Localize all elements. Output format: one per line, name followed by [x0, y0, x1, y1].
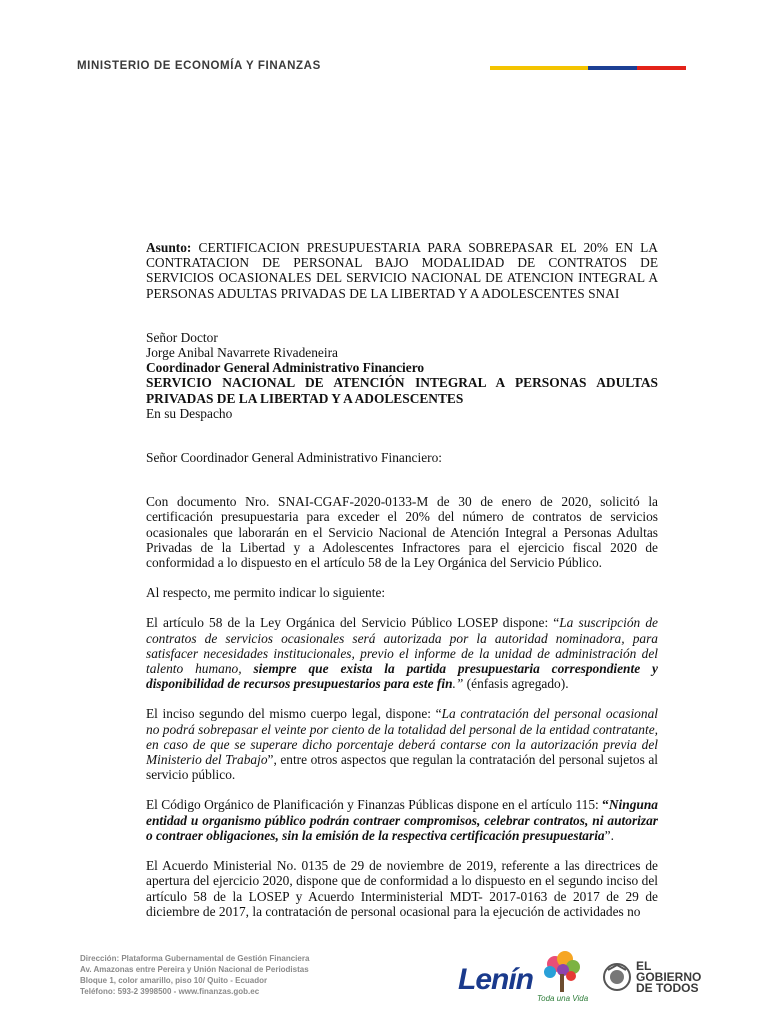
recipient-institution: SERVICIO NACIONAL DE ATENCIÓN INTEGRAL A PERSONAS ADULTAS PRIVADAS DE LA LIBERTAD Y A ADOLESCENTES — [146, 375, 658, 406]
subject-label: Asunto: — [146, 240, 192, 255]
footer-line: Bloque 1, color amarillo, piso 10/ Quito - Ecuador — [80, 976, 268, 985]
paragraph-6: El Acuerdo Ministerial No. 0135 de 29 de noviembre de 2019, referente a las directrices de apertura del ejercicio 2020, dispone que de conformidad a lo dispuesto en el segundo inciso del artículo 58 de la LOSEP y Acuerdo Interministerial MDT- 2017-0163 de 2017 de 29 de diciembre de 2017, la contratación de personal ocasional para la ejecución de actividades no — [146, 858, 658, 919]
letter-body — [146, 240, 658, 919]
paragraph-4: El inciso segundo del mismo cuerpo legal, dispone: “La contratación del personal ocasional no podrá sobrepasar el veinte por ciento de la totalidad del personal de la entidad contratante, en caso de que se superare dicho porcentaje deberá contarse con la autorización previa del Ministerio del Trabajo”, entre otros aspectos que regulan la contratación del personal sujetos al servicio público. — [146, 706, 658, 783]
footer-line: Av. Amazonas entre Pereira y Unión Nacional de Periodistas — [80, 965, 309, 974]
paragraph-3: El artículo 58 de la Ley Orgánica del Servicio Público LOSEP dispone: “La suscripción de contratos de servicios ocasionales será autorizada por la autoridad nominadora, para satisfacer necesidades institucionales, previo el informe de la unidad de administración del talento humano, siempre que exista la partida presupuestaria correspondiente y disponibilidad de recursos presupuestarios para este fin.” (énfasis agregado). — [146, 615, 658, 692]
coat-of-arms-icon — [602, 962, 632, 992]
greeting: Señor Coordinador General Administrativo Financiero: — [146, 450, 443, 466]
flag-yellow-stripe — [490, 66, 588, 70]
flag-red-stripe — [637, 66, 686, 70]
ministry-header-title: MINISTERIO DE ECONOMÍA Y FINANZAS — [77, 60, 321, 72]
tree-caption: Toda una Vida — [537, 994, 589, 1003]
footer-address — [80, 953, 340, 997]
toda-una-vida-logo — [533, 950, 593, 1006]
recipient-position: Coordinador General Administrativo Financiero — [146, 360, 425, 376]
tree-icon — [533, 950, 593, 996]
subject — [146, 240, 658, 301]
recipient-location: En su Despacho — [146, 405, 233, 421]
flag-color-bar — [490, 66, 686, 70]
paragraph-5: El Código Orgánico de Planificación y Finanzas Públicas dispone en el artículo 115: “Ninguna entidad u organismo público podrán contraer compromisos, celebrar contratos, ni autorizar o contraer obligaciones, sin la emisión de la respectiva certificación presupuestaria”. — [146, 797, 658, 843]
footer-line: Teléfono: 593-2 3998500 - www.finanzas.gob.ec — [80, 987, 260, 996]
paragraph-1: Con documento Nro. SNAI-CGAF-2020-0133-M de 30 de enero de 2020, solicitó la certificación presupuestaria para exceder el 20% del número de contratos de servicios ocasionales que laborarán en el Servicio Nacional de Atención Integral a Personas Adultas Privadas de la Libertad y a Adolescentes Infractores para el ejercicio fiscal 2020 de conformidad a lo dispuesto en el artículo 58 de la Ley Orgánica del Servicio Público. — [146, 494, 658, 571]
subject-text: CERTIFICACION PRESUPUESTARIA PARA SOBREPASAR EL 20% EN LA CONTRATACION DE PERSONAL BAJO MODALIDAD DE CONTRATOS DE SERVICIOS OCASIONALES DEL SERVICIO NACIONAL DE ATENCION INTEGRAL A PERSONAS ADULTAS PRIVADAS DE LA LIBERTAD Y A ADOLESCENTES SNAI — [146, 240, 658, 301]
footer-line: Dirección: Plataforma Gubernamental de Gestión Financiera — [80, 954, 310, 963]
paragraph-2: Al respecto, me permito indicar lo siguiente: — [146, 585, 386, 601]
recipient-salutation: Señor Doctor — [146, 329, 218, 345]
recipient-name: Jorge Anibal Navarrete Rivadeneira — [146, 345, 338, 361]
lenin-logo: Lenín — [458, 963, 533, 996]
gobierno-de-todos-logo: EL GOBIERNO DE TODOS — [636, 959, 702, 995]
flag-blue-stripe — [588, 66, 637, 70]
